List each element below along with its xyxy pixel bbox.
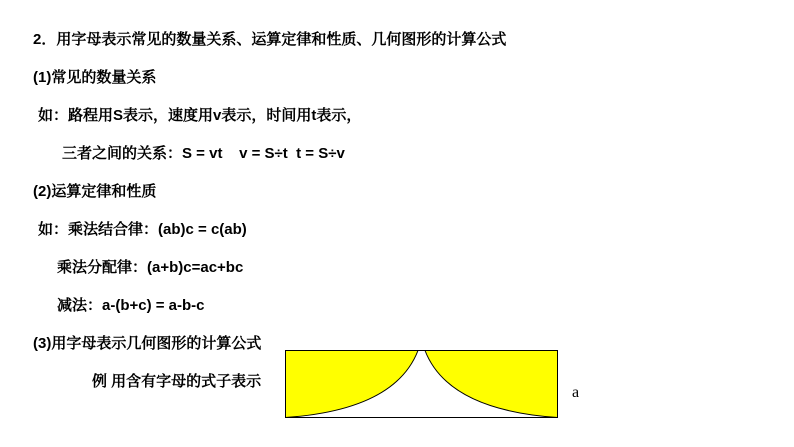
example-speed-definition (38, 107, 361, 125)
subheading-quantity-relations: (1)常见的数量关系 (33, 69, 157, 86)
shaded-figure (285, 350, 558, 418)
associative-law (38, 221, 247, 239)
relation-formulas: 三者之间的关系：S = vt v = S÷t t = S÷v (62, 145, 345, 162)
associative-law-text: 乘法结合律：(ab)c = c(ab) (68, 221, 247, 238)
geometry-example: 例 用含有字母的式子表示 (92, 373, 262, 390)
subheading-geometry-formulas: (3)用字母表示几何图形的计算公式 (33, 335, 262, 352)
figure-side-label: a (572, 384, 580, 401)
example-prefix: 如： (38, 107, 69, 124)
distributive-law: 乘法分配律：(a+b)c=ac+bc (57, 259, 244, 276)
example-text: 路程用S表示，速度用v表示，时间用t表示， (68, 107, 362, 124)
subtraction-property: 减法：a-(b+c) = a-b-c (57, 297, 205, 314)
example-prefix: 如： (38, 221, 69, 238)
section-heading: 2．用字母表示常见的数量关系、运算定律和性质、几何图形的计算公式 (33, 31, 507, 48)
subheading-laws: (2)运算定律和性质 (33, 183, 157, 200)
